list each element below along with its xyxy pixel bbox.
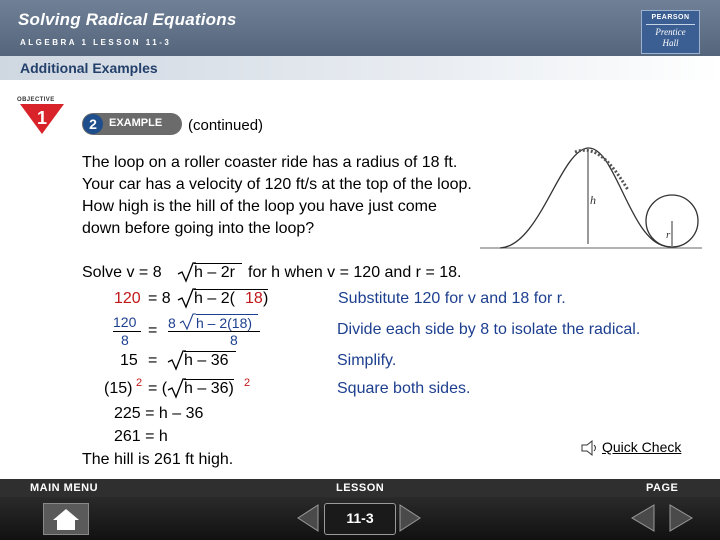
- example-badge: [82, 113, 182, 135]
- exponent-left: 2: [136, 377, 143, 389]
- radicand-1: h – 2r: [194, 264, 235, 281]
- objective-label: OBJECTIVE: [17, 97, 55, 103]
- frac-num-coef: 8: [168, 315, 176, 331]
- note-substitute: Substitute 120 for v and 18 for r.: [338, 290, 566, 307]
- radicand-5: h – 36): [184, 380, 234, 397]
- exponent-right: 2: [244, 377, 251, 389]
- radicand-2a: h – 2(: [194, 290, 235, 307]
- lesson-number: 11-3: [346, 510, 374, 526]
- quick-check-link[interactable]: [580, 438, 700, 458]
- roller-coaster-figure: [480, 140, 705, 252]
- note-divide: Divide each side by 8 to isolate the radical.: [337, 321, 641, 338]
- home-icon: [44, 504, 88, 534]
- logo-line-3: Hall: [662, 38, 679, 48]
- triangle-right-icon: [398, 503, 422, 533]
- solve-statement: Solve v = 8: [82, 264, 162, 281]
- frac-den-8-right: 8: [230, 332, 238, 348]
- problem-line-2: Your car has a velocity of 120 ft/s at the top of the loop.: [82, 176, 472, 193]
- lesson-number-badge: [324, 503, 396, 535]
- example-label: EXAMPLE: [109, 117, 163, 129]
- radicand-2-value: 18: [245, 290, 263, 307]
- radical-sign: [166, 378, 186, 400]
- objective-number: 1: [36, 108, 48, 128]
- quick-check-label[interactable]: Quick Check: [602, 439, 682, 455]
- main-menu-button[interactable]: [43, 503, 89, 535]
- lesson-label: LESSON: [336, 482, 385, 494]
- step-261: 261 = h: [114, 428, 168, 445]
- lhs-120: 120: [114, 290, 141, 307]
- page-title: Solving Radical Equations: [18, 10, 237, 29]
- triangle-left-icon: [630, 503, 656, 533]
- logo-line-2: Prentice: [655, 27, 686, 37]
- frac-num-120: 120: [113, 314, 137, 330]
- lesson-subtitle: ALGEBRA 1 LESSON 11-3: [20, 38, 172, 47]
- eq-sign-3: =: [148, 322, 158, 339]
- speaker-icon: [580, 439, 600, 457]
- logo-divider: [646, 24, 695, 25]
- radical-sign: [176, 262, 196, 284]
- radicand-4: h – 36: [184, 352, 229, 369]
- objective-badge-icon: [20, 104, 64, 134]
- answer-statement: The hill is 261 ft high.: [82, 451, 234, 468]
- solve-conditions: for h when v = 120 and r = 18.: [248, 264, 462, 281]
- triangle-right-icon: [668, 503, 694, 533]
- eq-8: = 8: [148, 290, 171, 307]
- frac-den-8: 8: [121, 332, 129, 348]
- problem-line-1: The loop on a roller coaster ride has a radius of 18 ft.: [82, 154, 458, 171]
- eq-sign-4: =: [148, 352, 158, 369]
- example-number: 2: [83, 114, 103, 134]
- lesson-prev-button[interactable]: [296, 503, 320, 533]
- step-225: 225 = h – 36: [114, 405, 204, 422]
- continued-label: (continued): [188, 117, 264, 134]
- radical-sign: [176, 288, 196, 310]
- eq-paren-5: = (: [148, 380, 168, 397]
- frac-bar-right: [168, 331, 260, 332]
- publisher-logo: [641, 10, 700, 54]
- radical-sign: [178, 313, 196, 331]
- h-label: h: [590, 193, 596, 207]
- radical-sign: [166, 350, 186, 372]
- page-label: PAGE: [646, 482, 679, 494]
- main-menu-label: MAIN MENU: [30, 482, 99, 494]
- radicand-2-close: ): [263, 290, 269, 307]
- problem-line-4: down before going into the loop?: [82, 220, 315, 237]
- lesson-next-button[interactable]: [398, 503, 422, 533]
- lhs-15-squared: (15): [104, 380, 133, 397]
- lhs-15: 15: [120, 352, 138, 369]
- problem-line-3: How high is the hill of the loop you have just come: [82, 198, 437, 215]
- logo-line-1: PEARSON: [651, 14, 690, 21]
- page-next-button[interactable]: [668, 503, 694, 533]
- note-square: Square both sides.: [337, 380, 471, 397]
- note-simplify: Simplify.: [337, 352, 397, 369]
- hill-track: [500, 148, 665, 248]
- r-label: r: [666, 229, 671, 241]
- frac-num-radicand: h – 2(18): [196, 315, 253, 331]
- page-prev-button[interactable]: [630, 503, 656, 533]
- coaster-train: [575, 150, 628, 190]
- triangle-left-icon: [296, 503, 320, 533]
- section-label: Additional Examples: [20, 60, 158, 76]
